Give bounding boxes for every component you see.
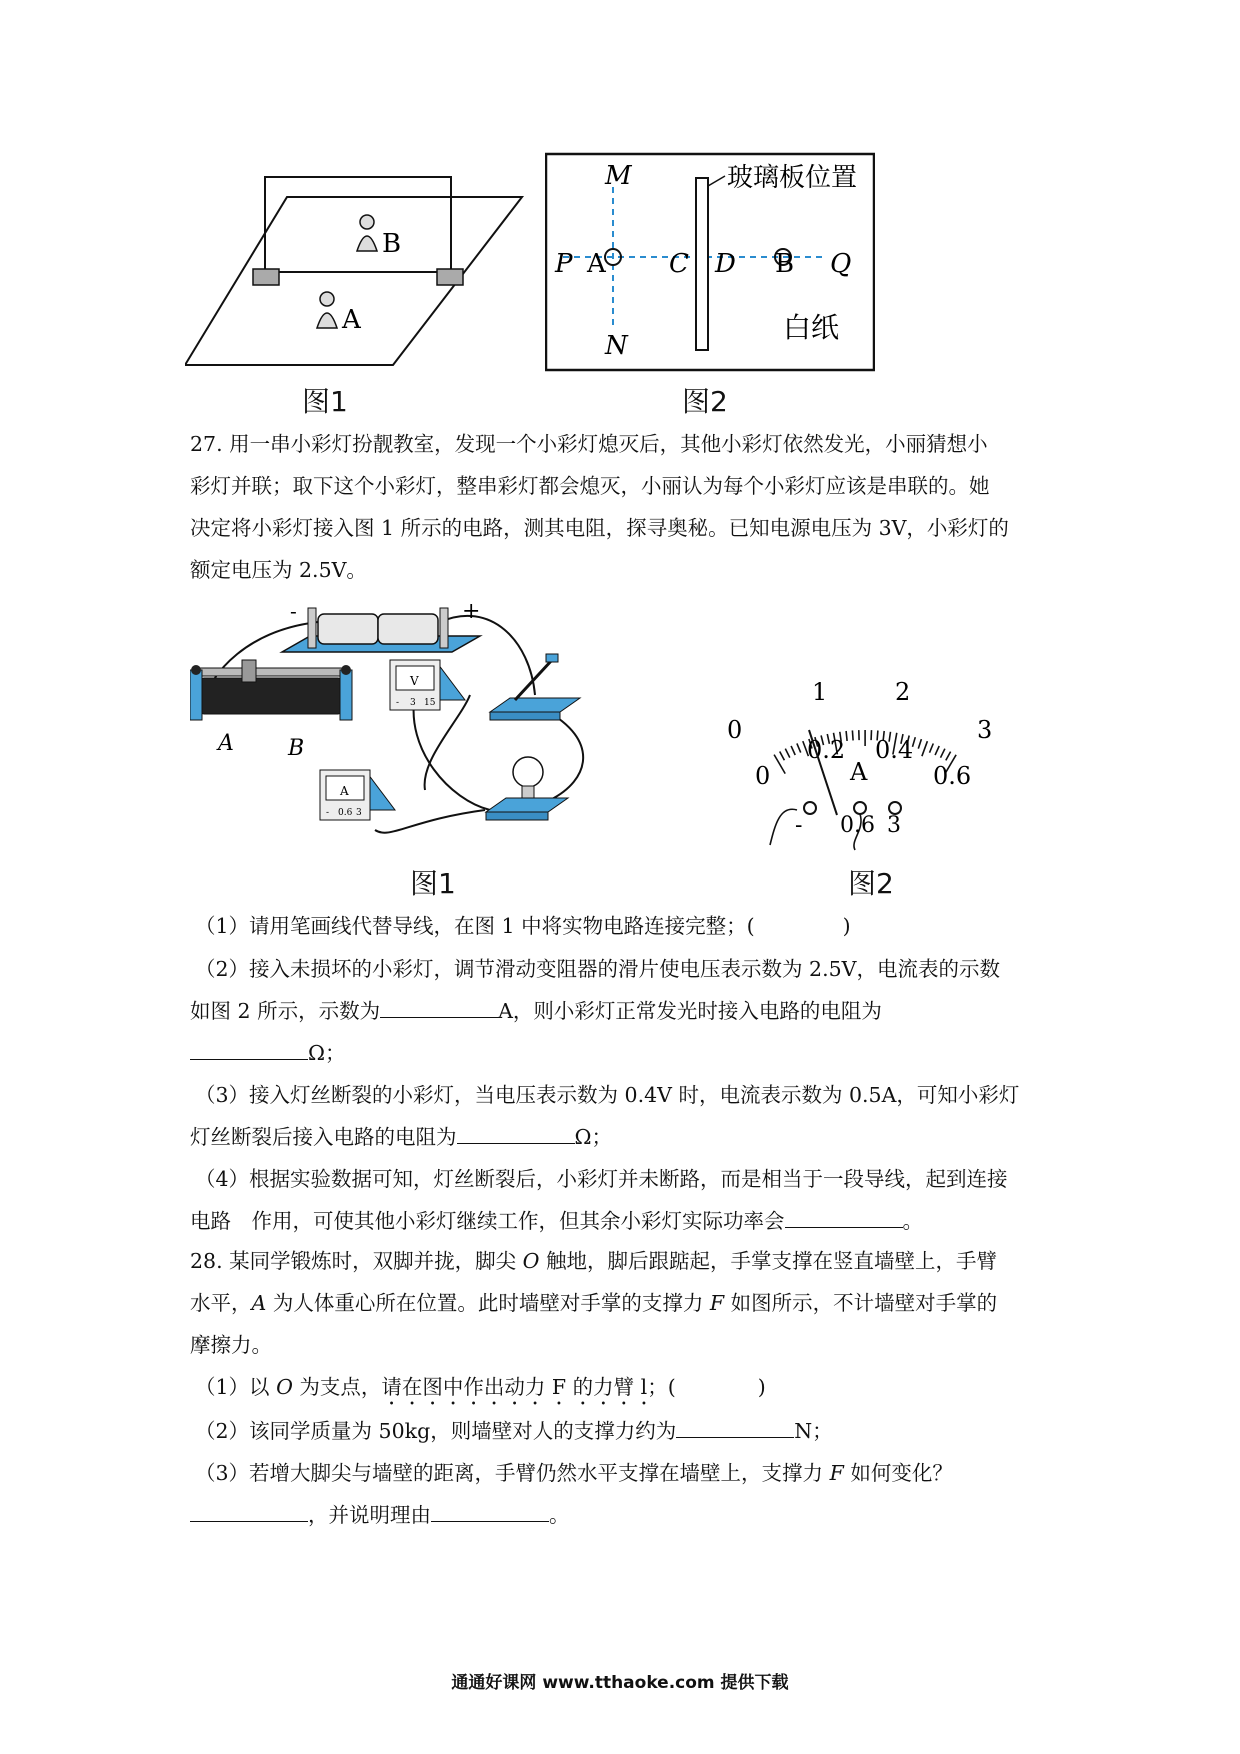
- q28-sub3: （3）若增大脚尖与墙壁的距离，手臂仍然水平支撑在墙壁上，支撑力 F 如何变化？: [195, 1461, 953, 1485]
- top-fig1-caption: 图1: [302, 385, 348, 418]
- q28-stem-line: 28. 某同学锻炼时，双脚并拢，脚尖 O 触地，脚后跟踮起，手掌支撑在竖直墙壁上，手臂: [190, 1249, 997, 1273]
- dial-tick: [791, 746, 795, 755]
- q27-sub3-line2: 灯丝断裂后接入电路的电阻为 Ω；: [190, 1116, 1065, 1158]
- answer-blank[interactable]: [431, 1499, 549, 1522]
- chess-piece-b: [357, 215, 377, 251]
- label-a: A: [342, 305, 361, 335]
- dial-tick: [918, 739, 921, 749]
- label-q: Q: [830, 249, 852, 279]
- terminal-label: -: [795, 813, 803, 838]
- q27-sub2: （2）接入未损坏的小彩灯，调节滑动变阻器的滑片使电压表示数为 2.5V，电流表的示数: [195, 957, 1000, 981]
- q27-sub1: （1）请用笔画线代替导线，在图 1 中将实物电路连接完整；( ): [195, 914, 851, 938]
- battery-minus-label: -: [290, 600, 297, 623]
- glass-frame: [265, 177, 451, 272]
- dial-tick: [922, 741, 928, 756]
- q27-sub4-line2: 电路 作用，可使其他小彩灯继续工作，但其余小彩灯实际功率会 。: [190, 1200, 1065, 1242]
- voltmeter-symbol: V: [410, 674, 419, 688]
- q27-sub2-line2: 如图 2 所示，示数为 A，则小彩灯正常发光时接入电路的电阻为: [190, 990, 1065, 1032]
- sliding-rheostat: [190, 660, 352, 761]
- glass-plate: [696, 178, 708, 350]
- label-c: C: [669, 249, 689, 279]
- answer-blank[interactable]: [190, 1037, 308, 1060]
- top-figure-1: [185, 165, 530, 380]
- bottom-scale-label: 0: [755, 762, 771, 790]
- label-a2: A: [587, 249, 606, 279]
- ammeter-dial-figure: [725, 670, 1005, 865]
- base-paper: [185, 197, 522, 365]
- ammeter-term: -: [326, 808, 330, 818]
- answer-blank[interactable]: [190, 1499, 308, 1522]
- voltmeter-term: 15: [424, 698, 436, 708]
- voltmeter-term: 3: [410, 698, 416, 708]
- label-b2: B: [775, 249, 795, 279]
- glass-position-label: 玻璃板位置: [727, 163, 858, 193]
- terminal-label: 0.6: [840, 813, 875, 838]
- q27-stem-line: 27. 用一串小彩灯扮靓教室，发现一个小彩灯熄灭后，其他小彩灯依然发光，小丽猜想小: [190, 432, 988, 456]
- q28-stem: [190, 1240, 1060, 1366]
- voltmeter: [390, 660, 465, 710]
- q27-stem-line: 彩灯并联；取下这个小彩灯，整串彩灯都会熄灭，小丽认为每个小彩灯应该是串联的。她: [190, 474, 990, 498]
- rheostat-a-label: A: [218, 731, 234, 756]
- q28-sub3-line2: ，并说明理由 。: [190, 1494, 1065, 1536]
- q27-sub4: （4）根据实验数据可知，灯丝断裂后，小彩灯并未断路，而是相当于一段导线，起到连接: [195, 1167, 1008, 1191]
- label-m: M: [605, 161, 632, 191]
- dial-tick: [935, 746, 939, 755]
- answer-blank[interactable]: [676, 1415, 794, 1438]
- lamp-holder: [486, 757, 568, 820]
- meter-unit: A: [850, 758, 868, 786]
- q28-stem-line: 水平，A 为人体重心所在位置。此时墙壁对手掌的支撑力 F 如图所示，不计墙壁对手掌的: [190, 1291, 998, 1315]
- terminal-label: 3: [887, 813, 901, 838]
- answer-blank[interactable]: [785, 1205, 903, 1228]
- bottom-scale-label: 0.4: [875, 736, 914, 764]
- page-footer: 通通好课网 www.tthaoke.com 提供下载: [451, 1673, 789, 1693]
- q27-sub3: （3）接入灯丝断裂的小彩灯，当电压表示数为 0.4V 时，电流表示数为 0.5A，可知小彩灯: [195, 1083, 1020, 1107]
- voltmeter-term: -: [396, 698, 400, 708]
- circuit-fig-caption: 图1: [410, 867, 456, 900]
- dial-tick: [797, 743, 801, 752]
- label-d: D: [715, 249, 736, 279]
- top-scale-label: 2: [895, 678, 911, 706]
- ammeter-term: 0.6: [338, 808, 353, 818]
- ammeter: [320, 770, 395, 820]
- label-n: N: [605, 331, 628, 361]
- dial-tick: [785, 749, 790, 758]
- top-scale-label: 3: [977, 716, 993, 744]
- answer-blank[interactable]: [380, 995, 498, 1018]
- dial-tick: [846, 731, 847, 741]
- q27-stem-line: 决定将小彩灯接入图 1 所示的电路，测其电阻，探寻奥秘。已知电源电压为 3V，小彩灯的: [190, 516, 1009, 540]
- q28-subquestions: [195, 1366, 1065, 1536]
- chess-piece-a: [317, 292, 337, 328]
- top-fig2-caption: 图2: [682, 385, 728, 418]
- white-paper-label: 白纸: [783, 311, 840, 344]
- battery-plus-label: +: [462, 600, 481, 624]
- q27-stem-line: 额定电压为 2.5V。: [190, 558, 367, 582]
- dial-tick: [852, 730, 853, 740]
- dial-tick: [930, 744, 934, 753]
- q27-subquestions: [190, 905, 1065, 1242]
- circuit-figure: [190, 600, 650, 865]
- lead-wire: [770, 809, 797, 845]
- label-b: B: [382, 229, 402, 259]
- dial-tick: [941, 749, 945, 758]
- bottom-scale-label: 0.2: [807, 736, 846, 764]
- meter-fig-caption: 图2: [848, 867, 894, 900]
- top-figure-2: [545, 152, 875, 372]
- bottom-scale-label: 0.6: [933, 762, 972, 790]
- q28-sub2: （2）该同学质量为 50kg，则墙壁对人的支撑力约为 N；: [195, 1410, 1065, 1452]
- q27-sub2-line3: Ω；: [190, 1032, 1065, 1074]
- label-p: P: [555, 249, 573, 279]
- q28-stem-line: 摩擦力。: [190, 1333, 272, 1357]
- top-scale-label: 1: [812, 678, 828, 706]
- battery-box: [282, 600, 480, 652]
- q27-stem: [190, 423, 1060, 591]
- ammeter-term: 3: [356, 808, 362, 818]
- rheostat-b-label: B: [288, 736, 305, 761]
- dial-tick: [780, 752, 785, 761]
- answer-blank[interactable]: [457, 1121, 575, 1144]
- dial-tick: [946, 752, 951, 761]
- q28-sub1: （1）以 O 为支点，请在图中作出动力 F 的力臂 l；( ): [195, 1375, 766, 1399]
- ammeter-symbol: A: [340, 784, 349, 798]
- top-scale-label: 0: [727, 716, 743, 744]
